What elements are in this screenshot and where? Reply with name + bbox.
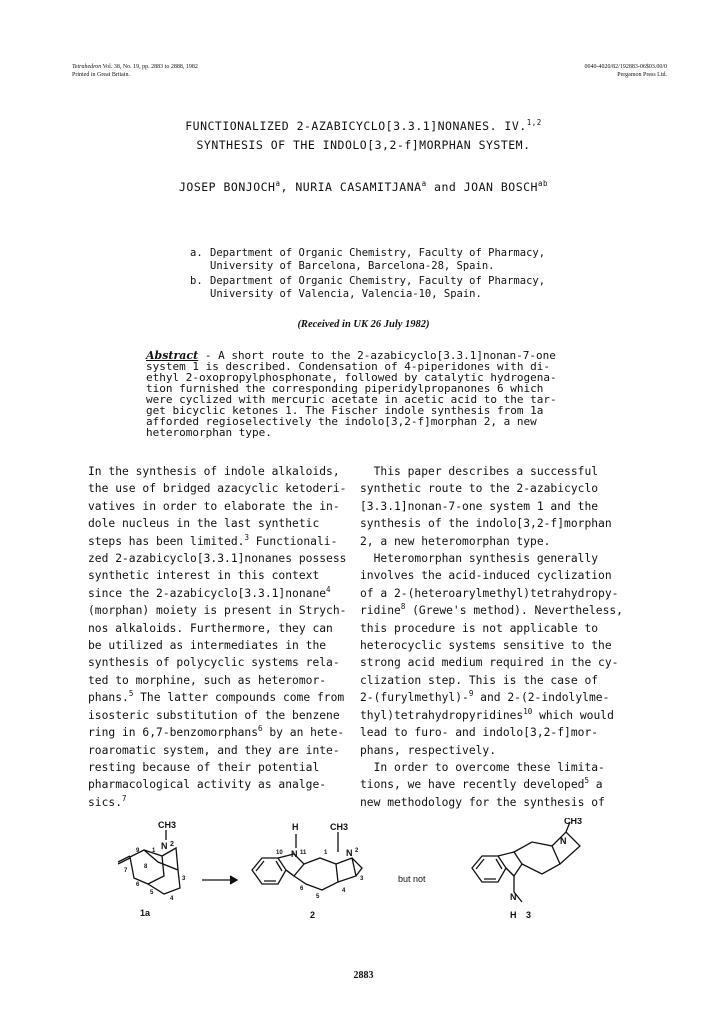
body-column-right	[360, 463, 650, 811]
text-line: synthetic interest in this context	[88, 569, 320, 583]
label-h: H	[292, 822, 299, 832]
structure-2	[252, 822, 364, 920]
reference-number: 8	[400, 602, 406, 612]
text-line: phans, respectively.	[360, 743, 497, 757]
svg-text:3: 3	[360, 876, 364, 882]
volume-pages: Vol. 38, No. 19, pp. 2883 to 2888, 1982	[101, 64, 198, 70]
but-not-text: but not	[398, 874, 426, 884]
structure-1a	[118, 820, 186, 918]
text-line: ring in 6,7-benzomorphans$^6$ by an hete-	[88, 724, 345, 740]
reference-number: 10	[523, 706, 533, 716]
reference-number: 5	[584, 776, 589, 786]
compound-2-label: 2	[310, 910, 316, 920]
page-number: 2883	[353, 970, 374, 981]
abstract-label: Abstract	[146, 349, 199, 362]
reference-number: 5	[128, 689, 134, 699]
citation-line	[72, 63, 198, 71]
article-code: 0040-4020/82/192883-06$03.00/0	[584, 64, 667, 70]
affiliations	[190, 247, 545, 301]
svg-text:1: 1	[324, 850, 328, 856]
text-line: involves the acid-induced cyclization	[360, 569, 612, 583]
abstract-line: afforded regioselectively the indolo[3,2-f]morphan 2, a new	[146, 415, 537, 428]
svg-text:9: 9	[136, 848, 140, 854]
text-line: lead to furo- and indolo[3,2-f]mor-	[360, 726, 599, 740]
svg-text:6: 6	[300, 886, 304, 892]
text-line: this procedure is not applicable to	[360, 621, 599, 635]
text-line: heterocyclic systems sensitive to the	[360, 639, 612, 653]
text-line: ridine$^8$ (Grewe's method). Nevertheless,	[360, 602, 623, 618]
paper-title	[0, 117, 727, 155]
text-line: tions, we have recently developed$^5$ a	[360, 776, 603, 792]
text-line: vatives in order to elaborate the in-	[88, 499, 340, 513]
text-line: thyl)tetrahydropyridines$^{10}$ which would	[360, 706, 614, 722]
label-ch3-2: CH3	[330, 822, 349, 832]
text-line: steps has been limited.$^3$ Functionali-	[88, 532, 338, 548]
abstract-line: get bicyclic ketones 1. The Fischer indole synthesis from 1a	[146, 404, 544, 417]
text-line: synthetic route to the 2-azabicyclo	[360, 482, 599, 496]
text-line: dole nucleus in the last synthetic	[88, 517, 320, 531]
abstract-line: system 1 is described. Condensation of 4-piperidones with di-	[146, 360, 550, 373]
author-2: NURIA CASAMITJANA	[295, 180, 422, 194]
title-ref: 1,2	[526, 118, 542, 127]
reference-number: 9	[468, 689, 474, 699]
svg-text:2: 2	[170, 841, 174, 848]
reference-number: 4	[326, 584, 331, 594]
label-n11: N	[291, 849, 298, 859]
text-line: sics.$^7$	[88, 793, 127, 809]
affiliation-a: a. Department of Organic Chemistry, Faculty of Pharmacy, University of Barcelona, Barcelona-28, Spain.	[190, 247, 546, 272]
svg-text:4: 4	[170, 896, 174, 902]
text-line: nos alkaloids. Furthermore, they can	[88, 621, 333, 635]
text-line: This paper describes a successful	[360, 465, 599, 478]
text-line: In order to overcome these limita-	[360, 760, 605, 774]
svg-text:5: 5	[150, 890, 154, 896]
svg-text:3: 3	[182, 876, 186, 882]
body-column-left	[88, 463, 363, 811]
abstract-line: Abstract - A short route to the 2-azabicyclo[3.3.1]nonan-7-one	[146, 349, 556, 362]
text-line: new methodology for the synthesis of	[360, 795, 605, 809]
svg-text:6: 6	[136, 882, 140, 888]
text-line: strong acid medium required in the cy-	[360, 656, 619, 670]
journal-name: Tetrahedron	[72, 64, 102, 70]
svg-text:8: 8	[144, 864, 148, 870]
title-line-2: SYNTHESIS OF THE INDOLO[3,2-f]MORPHAN SYSTEM.	[196, 138, 531, 152]
text-line: roaromatic system, and they are inte-	[88, 743, 340, 757]
abstract-line: tion furnished the corresponding piperidylpropanones 6 which	[146, 382, 544, 395]
svg-text:1: 1	[152, 848, 156, 854]
publisher-header	[585, 63, 668, 79]
label-n-3b: N	[510, 892, 517, 902]
text-line: Heteromorphan synthesis generally	[360, 552, 599, 566]
reference-number: 7	[122, 793, 127, 803]
label-n-3a: N	[560, 836, 567, 846]
reaction-arrow	[202, 876, 237, 884]
received-date: (Received in UK 26 July 1982)	[297, 319, 430, 330]
text-line: 2-(furylmethyl)-$^9$ and 2-(2-indolylme-	[360, 689, 610, 705]
text-line: be utilized as intermediates in the	[88, 639, 327, 653]
journal-header	[72, 63, 198, 79]
text-line: pharmacological activity as analge-	[88, 778, 327, 792]
abstract	[146, 350, 586, 438]
text-line: of a 2-(heteroarylmethyl)tetrahydropy-	[360, 586, 619, 600]
printed-note: Printed in Great Britain.	[72, 72, 130, 78]
abstract-line: were cyclized with mercuric acetate in acetic acid to the tar-	[146, 393, 557, 406]
label-n: N	[161, 841, 168, 851]
text-line: isosteric substitution of the benzene	[88, 708, 340, 722]
text-line: 2, a new heteromorphan type.	[360, 534, 551, 548]
text-line: (morphan) moiety is present in Strych-	[88, 604, 347, 618]
author-3: JOAN BOSCH	[463, 180, 538, 194]
abstract-line: heteromorphan type.	[146, 426, 272, 439]
abstract-line: ethyl 2-oxopropylphosphonate, followed by catalytic hydrogena-	[146, 371, 557, 384]
reference-number: 6	[258, 724, 263, 734]
structure-3	[472, 818, 582, 920]
text-line: [3.3.1]nonan-7-one system 1 and the	[360, 499, 599, 513]
title-line-1: FUNCTIONALIZED 2-AZABICYCLO[3.3.1]NONANES. IV.$^{1,2}$	[185, 118, 542, 133]
svg-text:2: 2	[355, 848, 359, 854]
label-ch3-3: CH3	[564, 818, 583, 826]
publisher-name: Pergamon Press Ltd.	[617, 72, 667, 78]
text-line: clization step. This is the case of	[360, 673, 599, 687]
compound-1a-label: 1a	[140, 908, 151, 918]
compound-3-label: 3	[526, 910, 532, 920]
text-line: In the synthesis of indole alkaloids,	[88, 465, 340, 478]
label-h-3: H	[510, 910, 517, 920]
text-line: resting because of their potential	[88, 760, 320, 774]
scheme-drawing	[100, 818, 640, 928]
text-line: synthesis of the indolo[3,2-f]morphan	[360, 517, 612, 531]
text-line: synthesis of polycyclic systems rela-	[88, 656, 340, 670]
text-line: ted to morphine, such as heteromor-	[88, 673, 327, 687]
reaction-scheme	[100, 818, 640, 928]
label-ch3: CH3	[158, 820, 177, 830]
svg-text:11: 11	[300, 850, 307, 856]
svg-text:7: 7	[124, 868, 128, 874]
reference-number: 3	[244, 532, 249, 542]
label-n2: N	[346, 848, 353, 858]
author-1: JOSEP BONJOCH	[178, 180, 276, 194]
svg-text:4: 4	[342, 888, 346, 894]
text-line: since the 2-azabicyclo[3.3.1]nonane$^4$	[88, 584, 331, 600]
text-line: phans.$^5$ The latter compounds come from	[88, 689, 345, 705]
text-line: the use of bridged azacyclic ketoderi-	[88, 482, 347, 496]
svg-text:5: 5	[316, 894, 320, 900]
author-list: JOSEP BONJOCH$^a$, NURIA CASAMITJANA$^a$ and JOAN $BOSCH^{ab}$	[178, 179, 549, 194]
text-line: zed 2-azabicyclo[3.3.1]nonanes possess	[88, 552, 347, 566]
affiliation-b: b. Department of Organic Chemistry, Faculty of Pharmacy, University of Valencia, Valencia-10, Spain.	[190, 275, 546, 300]
svg-text:10: 10	[276, 850, 283, 856]
